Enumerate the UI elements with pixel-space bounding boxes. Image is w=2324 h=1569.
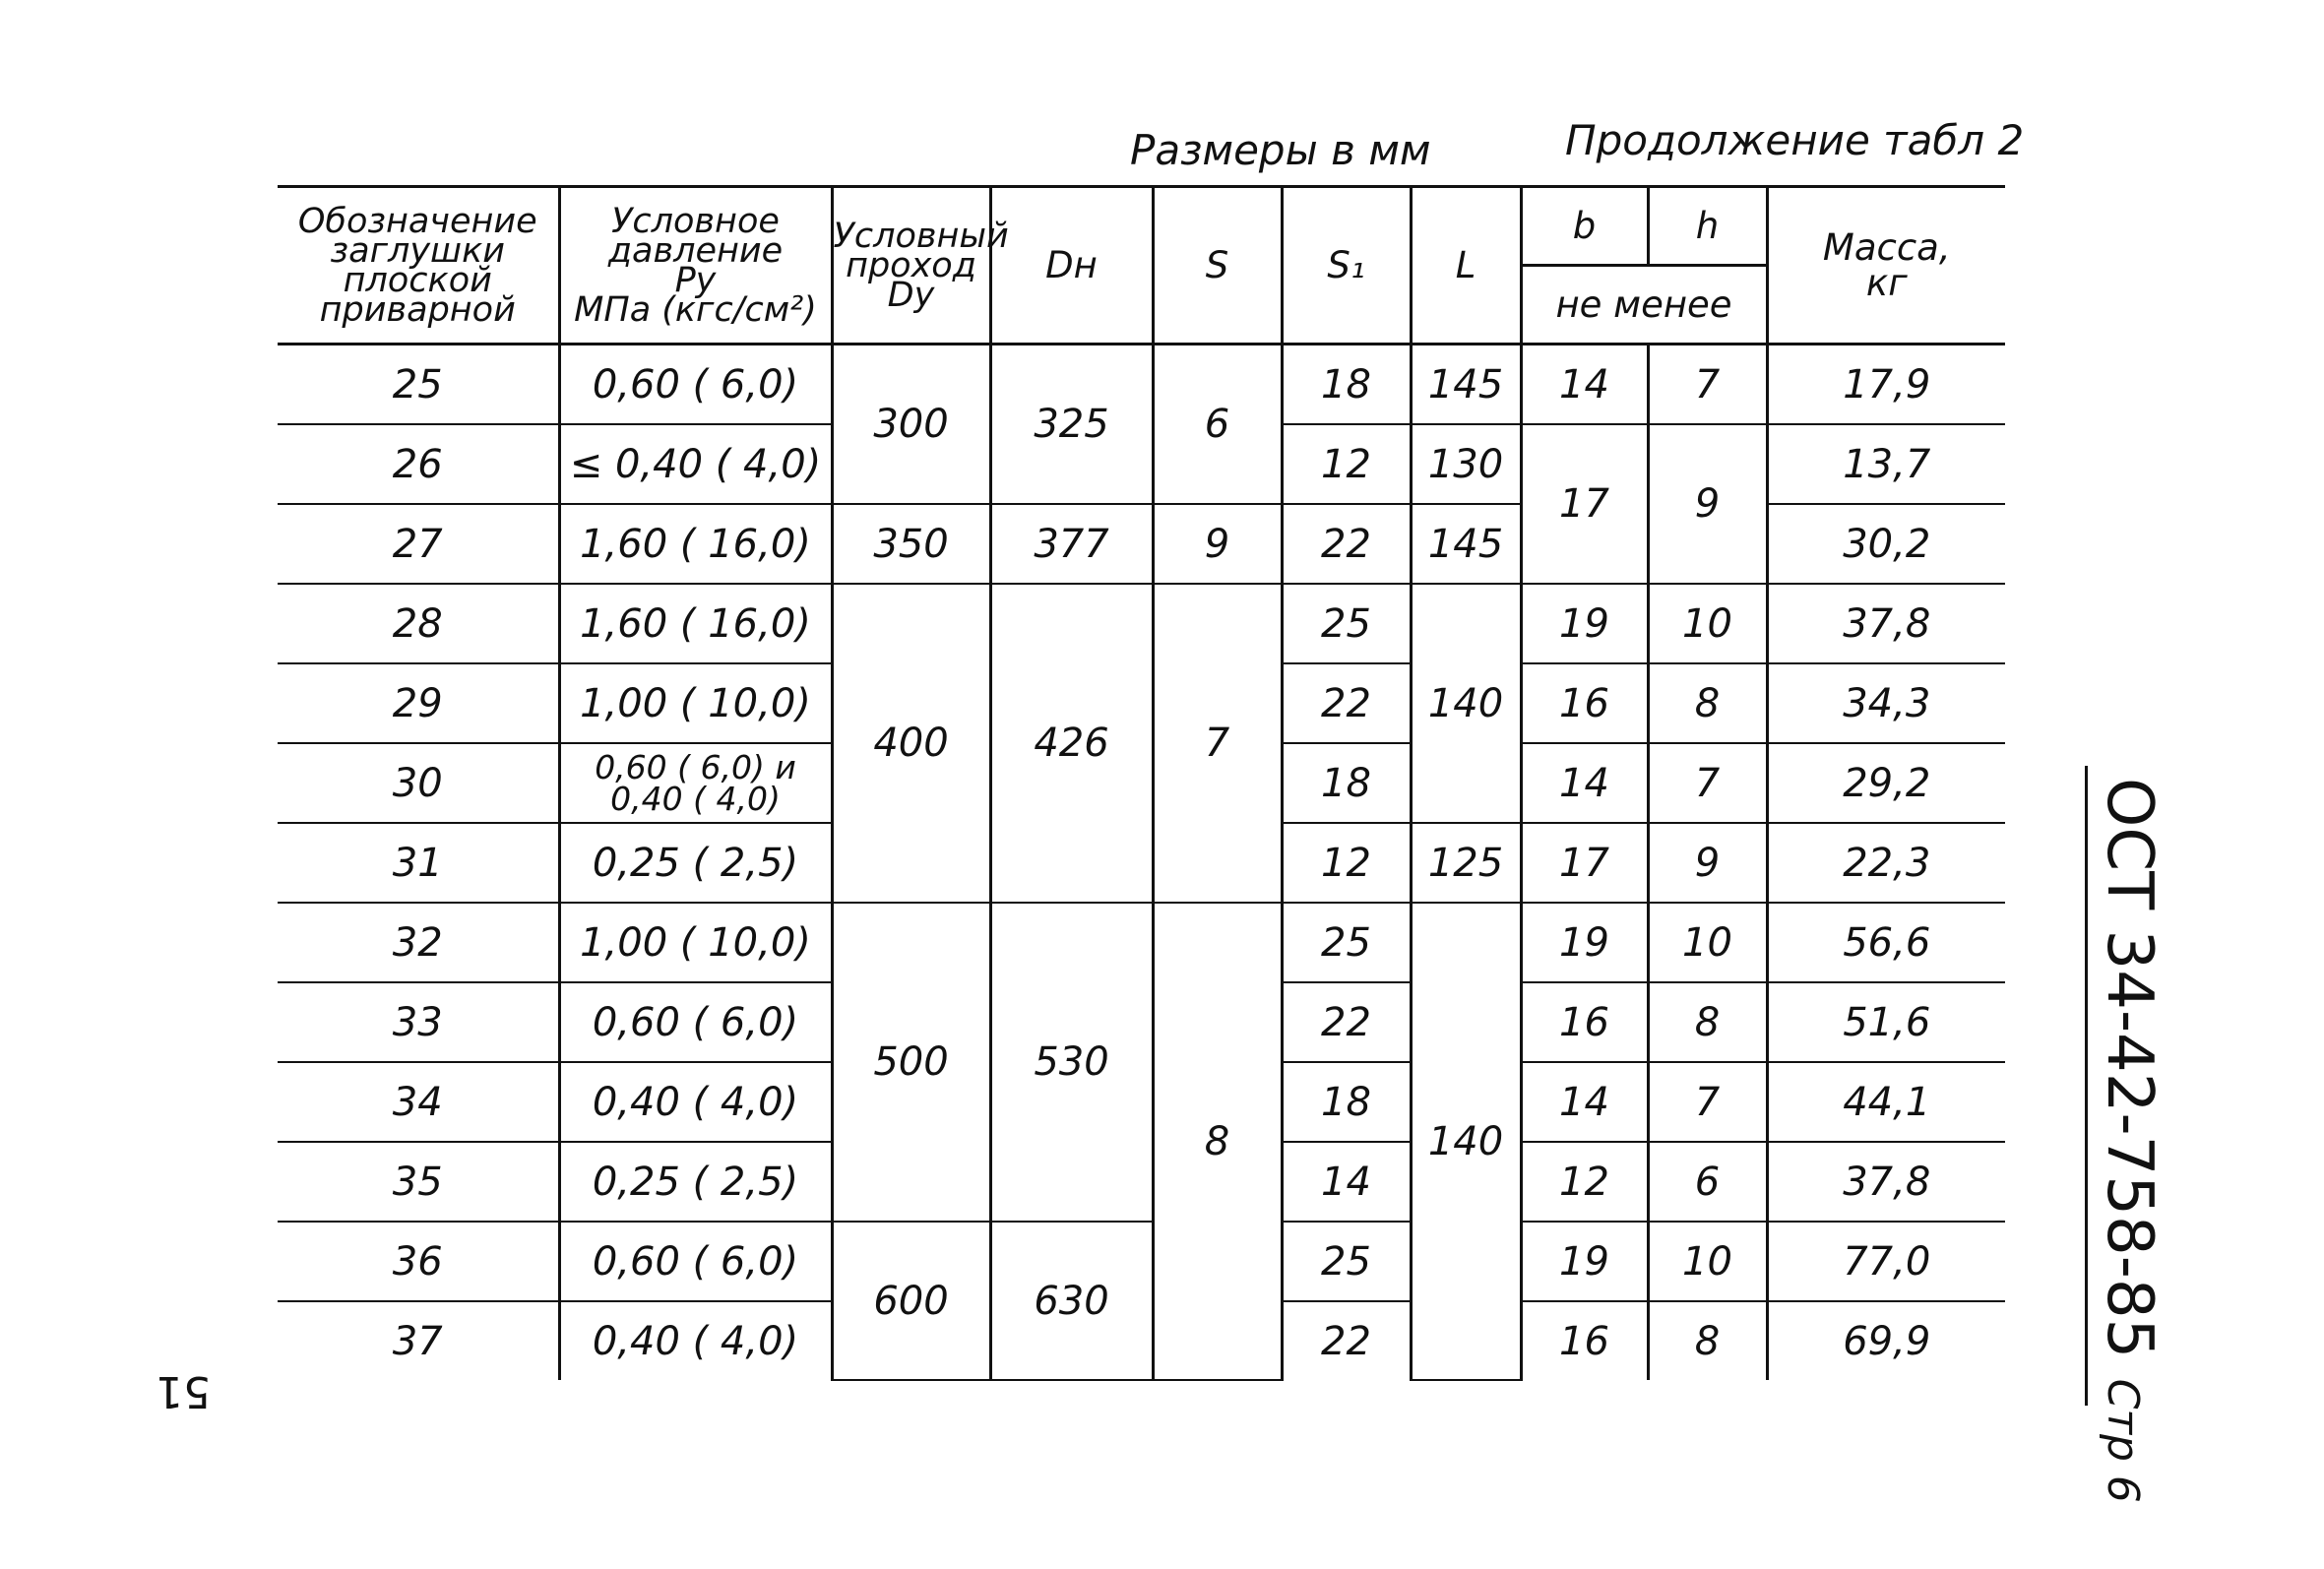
b-cell: 12 xyxy=(1521,1142,1648,1222)
s-cell: 8 xyxy=(1153,903,1282,1380)
b-cell: 19 xyxy=(1521,584,1648,663)
page-number: 51 xyxy=(156,1366,211,1416)
designation-cell: 31 xyxy=(278,823,559,903)
col-dn-header: Dн xyxy=(990,187,1153,345)
pressure-cell: 0,40 ( 4,0) xyxy=(559,1062,832,1142)
l-cell: 140 xyxy=(1411,584,1521,823)
b-cell: 14 xyxy=(1521,1062,1648,1142)
pressure-cell: 0,60 ( 6,0) xyxy=(559,1222,832,1301)
s1-cell: 22 xyxy=(1282,663,1411,743)
designation-cell: 28 xyxy=(278,584,559,663)
s1-cell: 14 xyxy=(1282,1142,1411,1222)
h-cell: 8 xyxy=(1648,663,1767,743)
designation-cell: 36 xyxy=(278,1222,559,1301)
l-cell: 130 xyxy=(1411,424,1521,504)
pressure-cell: 1,60 ( 16,0) xyxy=(559,504,832,584)
bore-cell: 500 xyxy=(832,903,990,1222)
b-cell: 17 xyxy=(1521,823,1648,903)
mass-cell: 37,8 xyxy=(1767,1142,2005,1222)
col-h-header: h xyxy=(1648,187,1767,266)
pressure-cell: 0,60 ( 6,0) xyxy=(559,982,832,1062)
h-cell: 7 xyxy=(1648,743,1767,823)
mass-cell: 77,0 xyxy=(1767,1222,2005,1301)
mass-cell: 29,2 xyxy=(1767,743,2005,823)
h-cell: 10 xyxy=(1648,1222,1767,1301)
col-mass-header: Масса, кг xyxy=(1767,187,2005,345)
units-note: Размеры в мм xyxy=(1130,126,1431,174)
pressure-cell: 1,60 ( 16,0) xyxy=(559,584,832,663)
mass-cell: 51,6 xyxy=(1767,982,2005,1062)
side-rule xyxy=(2085,766,2088,1406)
pressure-cell: 0,60 ( 6,0) xyxy=(559,345,832,425)
b-cell: 19 xyxy=(1521,903,1648,982)
col-s-header: S xyxy=(1153,187,1282,345)
designation-cell: 27 xyxy=(278,504,559,584)
table-row xyxy=(278,1222,2005,1301)
h-cell: 9 xyxy=(1648,823,1767,903)
l-cell: 125 xyxy=(1411,823,1521,903)
designation-cell: 37 xyxy=(392,1318,443,1364)
pressure-cell: 1,00 ( 10,0) xyxy=(559,663,832,743)
s1-cell: 22 xyxy=(1282,982,1411,1062)
document-code xyxy=(2093,778,2166,1503)
l-cell: 145 xyxy=(1411,504,1521,584)
bore-cell: 300 xyxy=(832,345,990,505)
bore-cell: 400 xyxy=(832,584,990,903)
b-cell: 17 xyxy=(1521,424,1648,584)
pressure-cell: 0,40 ( 4,0) xyxy=(559,1301,832,1380)
l-cell: 140 xyxy=(1411,903,1521,1380)
s1-cell: 25 xyxy=(1282,903,1411,982)
mass-cell: 69,9 xyxy=(1767,1301,2005,1380)
pressure-cell: 0,25 ( 2,5) xyxy=(559,1142,832,1222)
s-cell: 6 xyxy=(1153,345,1282,505)
b-cell: 14 xyxy=(1521,743,1648,823)
s1-cell: 22 xyxy=(1282,1301,1411,1380)
dn-cell: 377 xyxy=(990,504,1153,584)
s1-cell: 18 xyxy=(1282,743,1411,823)
standard-code: ОСТ 34-42-758-85 xyxy=(2093,778,2166,1359)
designation-cell: 30 xyxy=(278,743,559,823)
mass-cell: 56,6 xyxy=(1767,903,2005,982)
spec-table xyxy=(278,185,2005,1381)
b-cell: 19 xyxy=(1521,1222,1648,1301)
col-b-header: b xyxy=(1521,187,1648,266)
h-cell: 9 xyxy=(1648,424,1767,584)
h-cell: 6 xyxy=(1648,1142,1767,1222)
mass-cell: 34,3 xyxy=(1767,663,2005,743)
designation-cell: 32 xyxy=(278,903,559,982)
continuation-note: Продолжение табл 2 xyxy=(1565,116,2025,164)
designation-cell: 29 xyxy=(278,663,559,743)
s1-cell: 25 xyxy=(1282,1222,1411,1301)
mass-cell: 22,3 xyxy=(1767,823,2005,903)
pressure-cell: 0,25 ( 2,5) xyxy=(559,823,832,903)
bore-cell: 600 xyxy=(832,1222,990,1380)
h-cell: 10 xyxy=(1648,584,1767,663)
s-cell: 9 xyxy=(1153,504,1282,584)
h-cell: 8 xyxy=(1648,1301,1767,1380)
col-bore-header: Условный проход Dу xyxy=(832,187,990,345)
designation-cell: 25 xyxy=(278,345,559,425)
s1-cell: 12 xyxy=(1282,424,1411,504)
designation-cell: 35 xyxy=(278,1142,559,1222)
pressure-cell: 1,00 ( 10,0) xyxy=(559,903,832,982)
s1-cell: 18 xyxy=(1282,345,1411,425)
l-cell: 145 xyxy=(1411,345,1521,425)
page-label: Стр 6 xyxy=(2098,1378,2148,1503)
s1-cell: 25 xyxy=(1282,584,1411,663)
col-s1-header: S₁ xyxy=(1282,187,1411,345)
table-row xyxy=(278,903,2005,982)
h-cell: 10 xyxy=(1648,903,1767,982)
dn-cell: 426 xyxy=(990,584,1153,903)
min-note: не менее xyxy=(1521,266,1767,345)
designation-cell: 26 xyxy=(278,424,559,504)
b-cell: 16 xyxy=(1521,1301,1648,1380)
mass-cell: 37,8 xyxy=(1767,584,2005,663)
s1-cell: 22 xyxy=(1282,504,1411,584)
table-row xyxy=(278,345,2005,425)
mass-cell: 17,9 xyxy=(1767,345,2005,425)
h-cell: 7 xyxy=(1648,345,1767,425)
table-row xyxy=(278,584,2005,663)
mass-cell: 30,2 xyxy=(1767,504,2005,584)
mass-cell: 13,7 xyxy=(1767,424,2005,504)
designation-cell: 34 xyxy=(278,1062,559,1142)
mass-cell: 44,1 xyxy=(1767,1062,2005,1142)
h-cell: 8 xyxy=(1648,982,1767,1062)
dn-cell: 325 xyxy=(990,345,1153,505)
b-cell: 14 xyxy=(1521,345,1648,425)
h-cell: 7 xyxy=(1648,1062,1767,1142)
bore-cell: 350 xyxy=(832,504,990,584)
b-cell: 16 xyxy=(1521,982,1648,1062)
col-l-header: L xyxy=(1411,187,1521,345)
dn-cell: 530 xyxy=(990,903,1153,1222)
dn-cell: 630 xyxy=(990,1222,1153,1380)
b-cell: 16 xyxy=(1521,663,1648,743)
s1-cell: 12 xyxy=(1282,823,1411,903)
s1-cell: 18 xyxy=(1282,1062,1411,1142)
s-cell: 7 xyxy=(1153,584,1282,903)
col-designation-header: Обозначение заглушки плоской приварной xyxy=(278,187,559,345)
col-pressure-header: Условное давление Ру МПа (кгс/см²) xyxy=(559,187,832,345)
designation-cell: 33 xyxy=(278,982,559,1062)
pressure-cell: ≤ 0,40 ( 4,0) xyxy=(559,424,832,504)
header-row-1 xyxy=(278,187,2005,266)
pressure-cell: 0,60 ( 6,0) и 0,40 ( 4,0) xyxy=(559,743,832,823)
